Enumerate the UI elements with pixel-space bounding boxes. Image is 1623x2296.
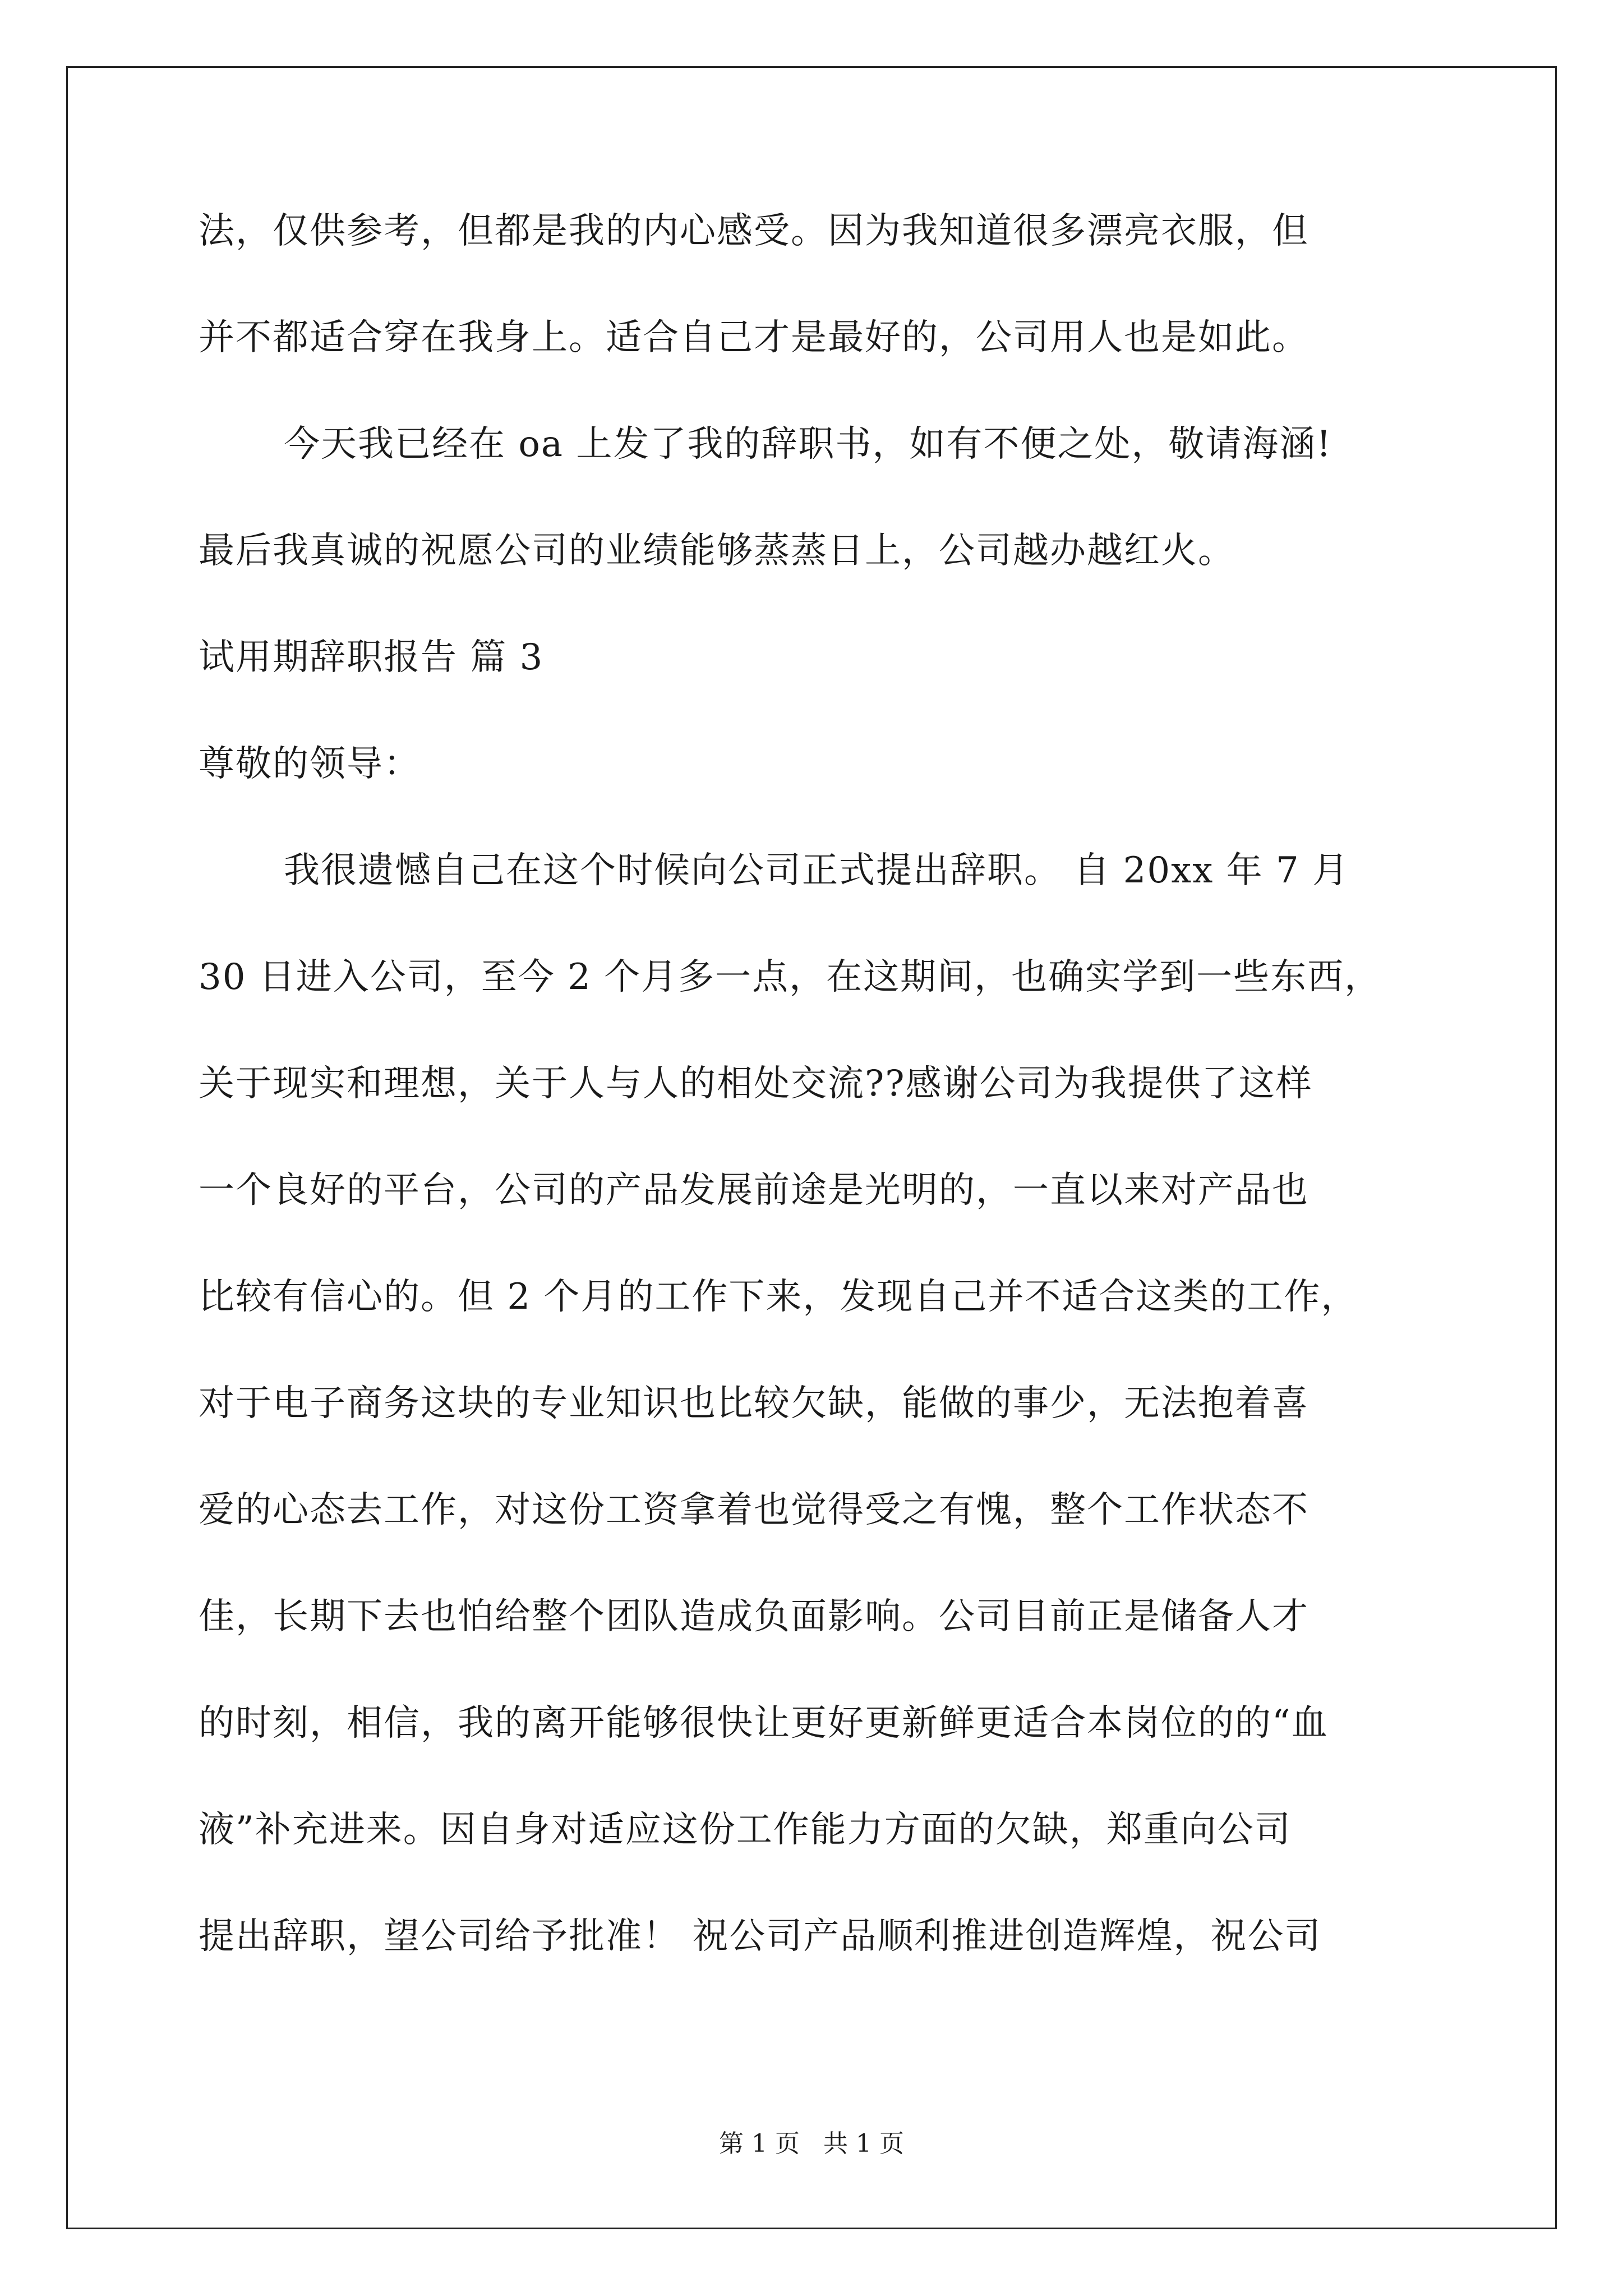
text-line: 对于电子商务这块的专业知识也比较欠缺，能做的事少，无法抱着喜 xyxy=(199,1383,1309,1424)
text-line: 一个良好的平台，公司的产品发展前途是光明的，一直以来对产品也 xyxy=(199,1170,1309,1211)
text-line: 今天我已经在 oa 上发了我的辞职书，如有不便之处，敬请海涵! xyxy=(284,424,1332,465)
section-heading: 试用期辞职报告 篇 3 xyxy=(199,637,544,678)
page-number-footer: 第 1 页 共 1 页 xyxy=(719,2129,904,2158)
text-line: 关于现实和理想，关于人与人的相处交流??感谢公司为我提供了这样 xyxy=(199,1063,1313,1105)
text-line: 比较有信心的。但 2 个月的工作下来，发现自己并不适合这类的工作， xyxy=(199,1276,1358,1318)
text-line: 佳，长期下去也怕给整个团队造成负面影响。公司目前正是储备人才 xyxy=(199,1596,1309,1637)
text-line: 液”补充进来。因自身对适应这份工作能力方面的欠缺，郑重向公司 xyxy=(199,1809,1292,1851)
text-line: 爱的心态去工作，对这份工资拿着也觉得受之有愧，整个工作状态不 xyxy=(199,1489,1309,1531)
text-line: 法，仅供参考，但都是我的内心感受。因为我知道很多漂亮衣服，但 xyxy=(199,210,1309,252)
text-line: 的时刻，相信，我的离开能够很快让更好更新鲜更适合本岗位的的“血 xyxy=(199,1703,1329,1744)
text-line: 最后我真诚的祝愿公司的业绩能够蒸蒸日上，公司越办越红火。 xyxy=(199,530,1235,572)
document-body xyxy=(199,210,1432,2025)
text-line: 我很遗憾自己在这个时候向公司正式提出辞职。 自 20xx 年 7 月 xyxy=(284,850,1350,891)
text-line: 30 日进入公司，至今 2 个月多一点，在这期间，也确实学到一些东西， xyxy=(199,956,1382,998)
salutation: 尊敬的领导： xyxy=(199,743,421,785)
text-line: 提出辞职，望公司给予批准！ 祝公司产品顺利推进创造辉煌，祝公司 xyxy=(199,1916,1322,1957)
text-line: 并不都适合穿在我身上。适合自己才是最好的，公司用人也是如此。 xyxy=(199,317,1309,358)
